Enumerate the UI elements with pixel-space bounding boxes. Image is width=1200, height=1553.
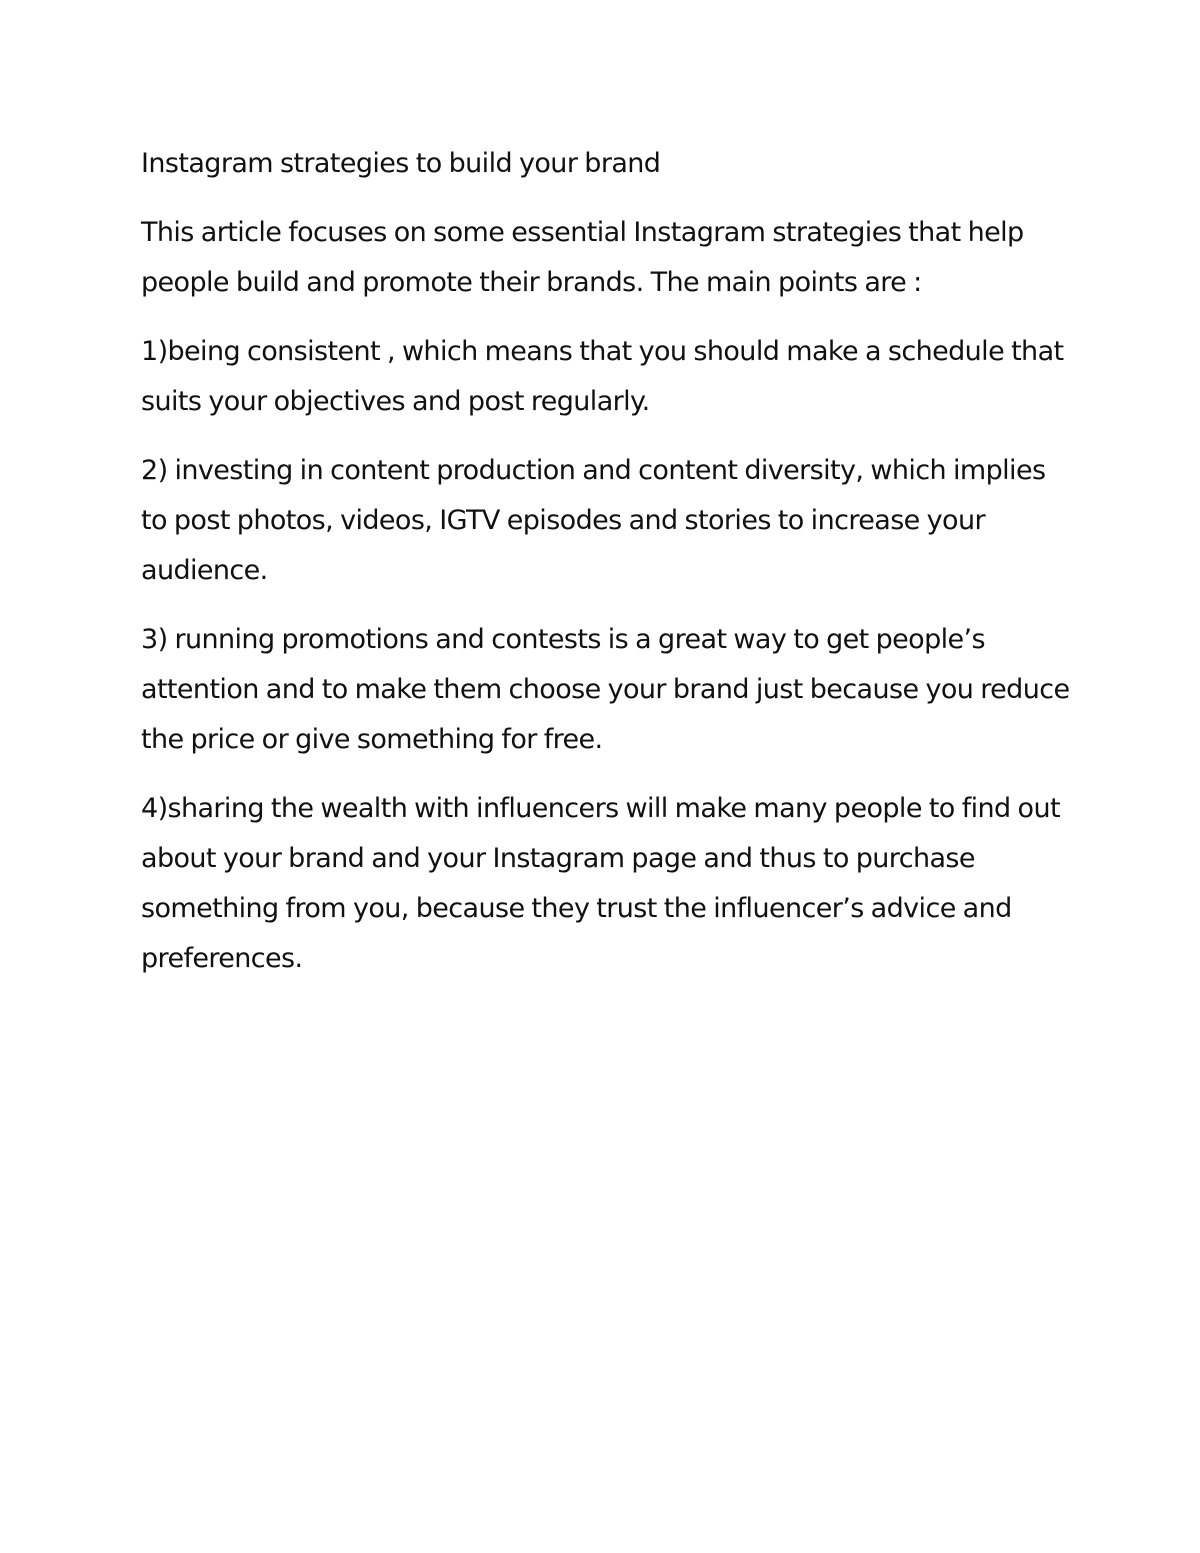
point-1-paragraph: 1)being consistent , which means that you should make a schedule that suits your objectives and post regularly. bbox=[141, 336, 1064, 417]
point-3-paragraph: 3) running promotions and contests is a great way to get people’s attention and to make them choose your brand just because you reduce the price or give something for free. bbox=[141, 624, 1070, 755]
point-2-paragraph: 2) investing in content production and content diversity, which implies to post photos, videos, IGTV episodes and stories to increase your audience. bbox=[141, 455, 1046, 586]
point-4-paragraph: 4)sharing the wealth with influencers will make many people to find out about your brand and your Instagram page and thus to purchase something from you, because they trust the influencer’s advice and preferences. bbox=[141, 793, 1060, 974]
document-body bbox=[141, 139, 1071, 1003]
intro-paragraph: This article focuses on some essential Instagram strategies that help people build and promote their brands. The main points are : bbox=[141, 217, 1024, 298]
document-title: Instagram strategies to build your brand bbox=[141, 148, 661, 179]
